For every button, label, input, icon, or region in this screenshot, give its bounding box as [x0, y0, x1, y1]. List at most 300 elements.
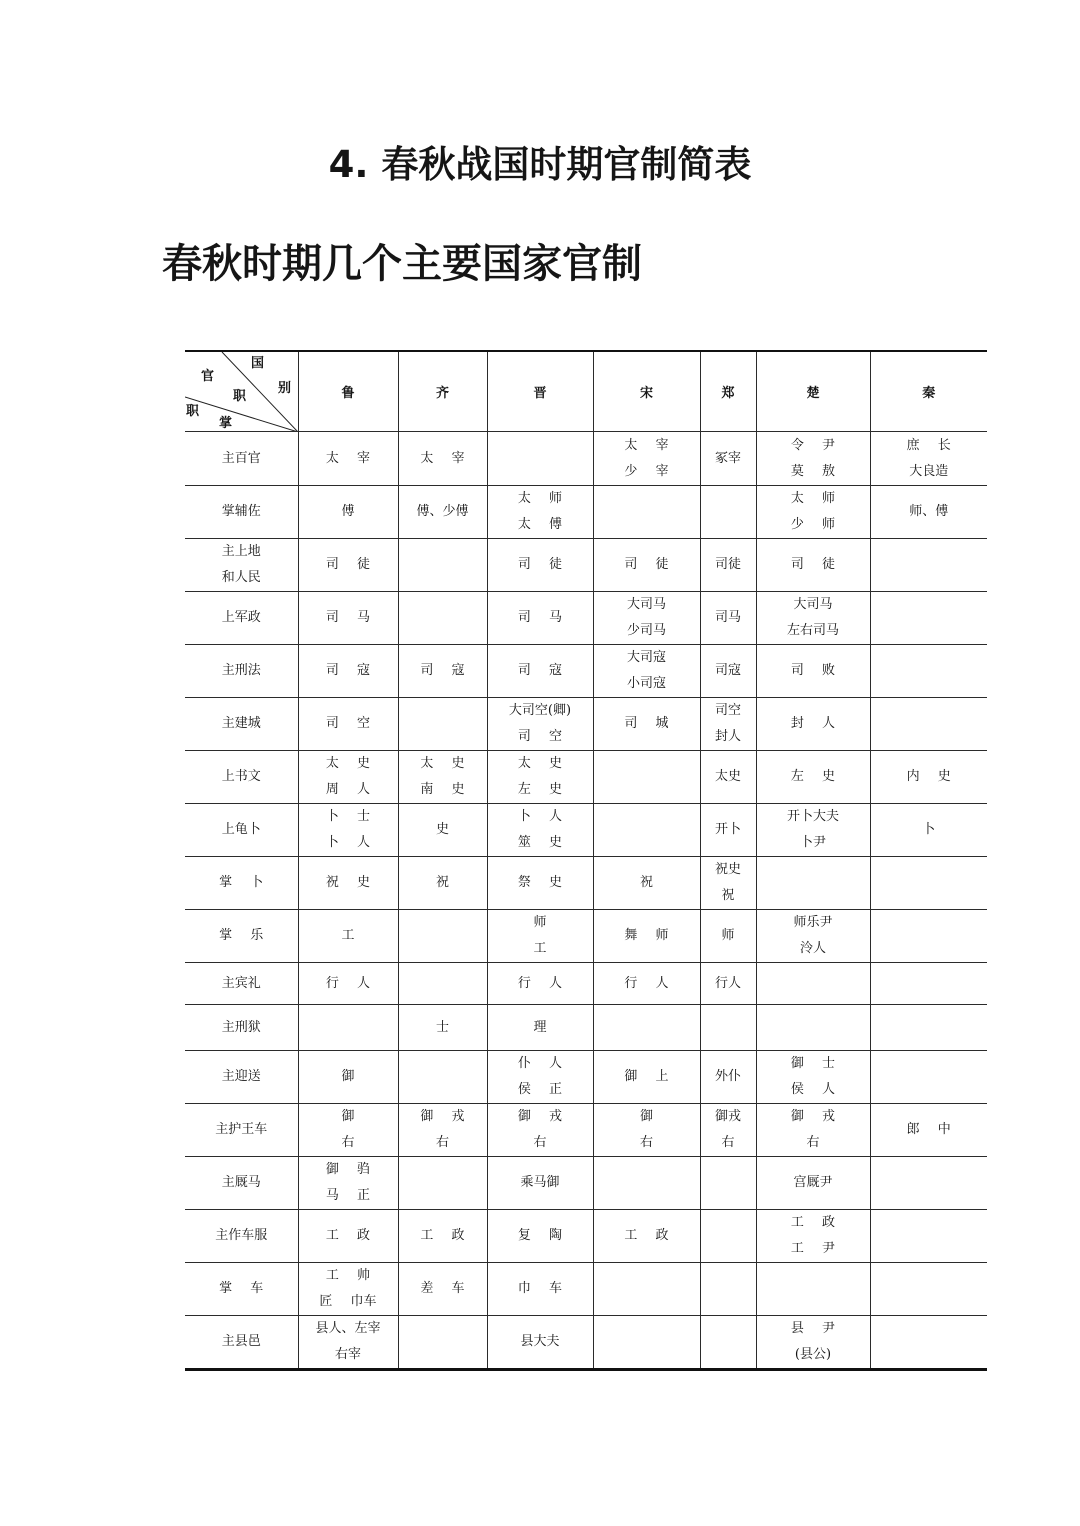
- cell-qin: [870, 432, 987, 486]
- cell-lu: [298, 592, 398, 645]
- cell-line: 御 戎: [790, 1109, 836, 1124]
- cell-qi: [398, 857, 487, 910]
- cell-line: 巾 车: [517, 1281, 563, 1296]
- row-label-line: 和人民: [221, 570, 261, 585]
- row-label-line: 上龟卜: [221, 822, 261, 837]
- cell-qi: [398, 539, 487, 592]
- cell-zheng: [700, 645, 756, 698]
- cell-line: 右: [806, 1135, 820, 1150]
- cell-chu: [756, 645, 870, 698]
- table-row: [185, 1051, 987, 1104]
- cell-line: 左 史: [790, 769, 836, 784]
- cell-qin: [870, 857, 987, 910]
- cell-song: [593, 432, 700, 486]
- cell-line: 司 败: [790, 663, 836, 678]
- cell-lu: [298, 698, 398, 751]
- table-row: [185, 910, 987, 963]
- cell-lu: [298, 432, 398, 486]
- cell-lu: [298, 645, 398, 698]
- cell-line: 司 马: [517, 610, 563, 625]
- cell-zheng: [700, 592, 756, 645]
- cell-zheng: [700, 1210, 756, 1263]
- cell-qin: [870, 539, 987, 592]
- cell-jin: [487, 1157, 593, 1210]
- cell-chu: [756, 1005, 870, 1051]
- cell-line: 司空: [714, 703, 741, 718]
- column-header-qi: 齐: [398, 351, 487, 432]
- cell-song: [593, 857, 700, 910]
- cell-zheng: [700, 432, 756, 486]
- cell-line: 司 寇: [420, 663, 465, 678]
- table-row: [185, 645, 987, 698]
- cell-line: (县公): [794, 1347, 832, 1362]
- table-row: [185, 1316, 987, 1370]
- cell-song: [593, 804, 700, 857]
- cell-line: 莫 敖: [790, 463, 836, 479]
- row-label: [185, 592, 298, 645]
- cell-line: 司徒: [714, 557, 741, 572]
- cell-line: 大司寇: [626, 650, 666, 665]
- table-row: [185, 857, 987, 910]
- cell-jin: [487, 751, 593, 804]
- cell-chu: [756, 1210, 870, 1263]
- cell-chu: [756, 592, 870, 645]
- cell-line: 祝: [721, 888, 735, 903]
- cell-qi: [398, 963, 487, 1005]
- cell-line: 小司寇: [626, 676, 666, 691]
- cell-line: 司 城: [624, 716, 669, 731]
- column-header-zheng: 郑: [700, 351, 756, 432]
- cell-line: 史: [435, 822, 449, 837]
- cell-zheng: [700, 698, 756, 751]
- cell-chu: [756, 1316, 870, 1370]
- cell-line: 工 政: [420, 1228, 465, 1243]
- row-label: [185, 1210, 298, 1263]
- cell-lu: [298, 1051, 398, 1104]
- cell-line: 太史: [714, 769, 741, 784]
- cell-qin: [870, 1210, 987, 1263]
- cell-line: 县人、左宰: [315, 1321, 381, 1336]
- cell-line: 开卜: [714, 822, 741, 837]
- cell-line: 南 史: [420, 782, 465, 797]
- cell-lu: [298, 751, 398, 804]
- cell-lu: [298, 804, 398, 857]
- cell-line: 右: [435, 1135, 449, 1150]
- cell-qi: [398, 592, 487, 645]
- cell-chu: [756, 698, 870, 751]
- corner-guo: 国: [251, 356, 265, 371]
- cell-qin: [870, 486, 987, 539]
- cell-line: 左右司马: [786, 623, 839, 638]
- cell-line: 御 戎: [420, 1109, 465, 1124]
- cell-lu: [298, 963, 398, 1005]
- cell-chu: [756, 751, 870, 804]
- cell-song: [593, 539, 700, 592]
- cell-qin: [870, 963, 987, 1005]
- row-label: [185, 963, 298, 1005]
- cell-qin: [870, 910, 987, 963]
- cell-line: 工 政: [790, 1215, 836, 1230]
- cell-line: 师乐尹: [793, 915, 833, 930]
- cell-chu: [756, 486, 870, 539]
- corner-zhang: 掌: [219, 416, 233, 431]
- cell-line: 御 上: [624, 1069, 669, 1084]
- corner-zhi-mid: 职: [233, 389, 247, 404]
- cell-song: [593, 645, 700, 698]
- cell-line: 工 尹: [790, 1241, 836, 1256]
- cell-line: 行人: [714, 975, 741, 991]
- row-label: [185, 1104, 298, 1157]
- cell-qin: [870, 592, 987, 645]
- cell-line: 师: [533, 915, 547, 930]
- cell-song: [593, 1104, 700, 1157]
- cell-line: 太 宰: [325, 450, 371, 466]
- cell-qi: [398, 910, 487, 963]
- cell-song: [593, 910, 700, 963]
- cell-line: 封人: [714, 729, 741, 744]
- cell-jin: [487, 432, 593, 486]
- cell-qi: [398, 1316, 487, 1370]
- table-row: [185, 804, 987, 857]
- cell-line: 宫厩尹: [793, 1175, 833, 1190]
- row-label: [185, 432, 298, 486]
- cell-line: 马 正: [325, 1188, 371, 1203]
- cell-lu: [298, 1210, 398, 1263]
- cell-line: 御: [639, 1109, 653, 1124]
- cell-lu: [298, 486, 398, 539]
- cell-qi: [398, 1263, 487, 1316]
- cell-chu: [756, 432, 870, 486]
- cell-line: 理: [533, 1019, 547, 1035]
- cell-qin: [870, 1263, 987, 1316]
- cell-line: 太 宰: [420, 450, 465, 466]
- cell-song: [593, 751, 700, 804]
- row-label-line: 主上地: [221, 544, 261, 559]
- row-label: [185, 698, 298, 751]
- cell-lu: [298, 1104, 398, 1157]
- cell-jin: [487, 963, 593, 1005]
- cell-line: 工 帅: [325, 1268, 371, 1283]
- table-row: [185, 1210, 987, 1263]
- cell-line: 太 傅: [517, 517, 563, 532]
- cell-lu: [298, 910, 398, 963]
- row-label-line: 主建城: [221, 716, 261, 731]
- cell-qi: [398, 486, 487, 539]
- cell-line: 冢宰: [714, 450, 741, 466]
- cell-line: 仆 人: [517, 1056, 563, 1071]
- row-label-line: 上书文: [221, 769, 261, 784]
- cell-zheng: [700, 486, 756, 539]
- cell-song: [593, 1316, 700, 1370]
- cell-song: [593, 1005, 700, 1051]
- cell-line: 司 空: [517, 729, 563, 744]
- cell-line: 御 戎: [517, 1109, 563, 1124]
- cell-line: 太 史: [517, 756, 563, 771]
- cell-song: [593, 698, 700, 751]
- cell-line: 右: [639, 1135, 653, 1150]
- cell-chu: [756, 1263, 870, 1316]
- cell-zheng: [700, 1104, 756, 1157]
- cell-qi: [398, 1051, 487, 1104]
- row-label-line: 主宾礼: [221, 975, 261, 991]
- row-label: [185, 857, 298, 910]
- cell-line: 卜 人: [325, 835, 371, 850]
- table-row: [185, 432, 987, 486]
- table-row: [185, 698, 987, 751]
- row-label-line: 主作车服: [215, 1228, 268, 1243]
- cell-jin: [487, 910, 593, 963]
- cell-qin: [870, 751, 987, 804]
- cell-qi: [398, 751, 487, 804]
- cell-line: 工: [341, 928, 355, 943]
- cell-line: 筮 史: [517, 835, 563, 850]
- cell-lu: [298, 1157, 398, 1210]
- cell-zheng: [700, 1316, 756, 1370]
- cell-line: 工 政: [624, 1228, 669, 1243]
- cell-line: 庶 长: [906, 437, 951, 453]
- cell-chu: [756, 857, 870, 910]
- cell-line: 令 尹: [790, 437, 836, 453]
- cell-jin: [487, 804, 593, 857]
- cell-chu: [756, 1051, 870, 1104]
- cell-zheng: [700, 539, 756, 592]
- cell-line: 右宰: [334, 1347, 361, 1362]
- row-label-line: 主厩马: [221, 1175, 261, 1190]
- cell-zheng: [700, 1263, 756, 1316]
- row-label-line: 掌 乐: [219, 928, 264, 943]
- cell-line: 少 师: [790, 517, 836, 532]
- row-label: [185, 1263, 298, 1316]
- cell-line: 御: [341, 1069, 355, 1084]
- cell-jin: [487, 1263, 593, 1316]
- cell-chu: [756, 1104, 870, 1157]
- cell-line: 左 史: [517, 782, 563, 797]
- cell-line: 大司马: [626, 597, 666, 612]
- cell-song: [593, 963, 700, 1005]
- table-row: [185, 592, 987, 645]
- row-label: [185, 804, 298, 857]
- cell-zheng: [700, 751, 756, 804]
- cell-song: [593, 1051, 700, 1104]
- cell-line: 右: [721, 1135, 735, 1150]
- cell-line: 御 驺: [325, 1162, 371, 1177]
- cell-line: 御 士: [790, 1056, 836, 1071]
- table-row: [185, 751, 987, 804]
- cell-line: 卜 人: [517, 809, 563, 824]
- cell-line: 祝: [639, 875, 653, 890]
- cell-line: 祝: [435, 875, 449, 890]
- cell-qi: [398, 698, 487, 751]
- cell-zheng: [700, 804, 756, 857]
- cell-jin: [487, 592, 593, 645]
- corner-guan: 官: [201, 369, 215, 384]
- section-subtitle: 春秋时期几个主要国家官制: [162, 241, 642, 287]
- row-label-line: 主百官: [221, 450, 261, 466]
- row-label: [185, 1157, 298, 1210]
- cell-qin: [870, 698, 987, 751]
- table-row: [185, 486, 987, 539]
- cell-line: 少 宰: [624, 463, 669, 479]
- cell-line: 开卜大夫: [786, 809, 839, 824]
- cell-line: 傅: [341, 504, 355, 519]
- cell-line: 侯 人: [790, 1082, 836, 1097]
- row-label: [185, 645, 298, 698]
- cell-line: 工 政: [325, 1228, 371, 1243]
- cell-line: 差 车: [420, 1281, 465, 1296]
- column-header-chu: 楚: [756, 351, 870, 432]
- row-label-line: 主县邑: [221, 1334, 261, 1349]
- cell-line: 卜 士: [325, 809, 371, 824]
- cell-line: 师: [721, 928, 735, 943]
- row-label-line: 掌 卜: [219, 875, 264, 890]
- row-label-line: 主迎送: [221, 1069, 261, 1084]
- cell-line: 司 徒: [325, 557, 371, 572]
- row-label-line: 上军政: [221, 610, 261, 625]
- cell-song: [593, 1157, 700, 1210]
- corner-header: [185, 351, 298, 432]
- cell-song: [593, 486, 700, 539]
- cell-line: 御戎: [714, 1109, 741, 1124]
- row-label: [185, 539, 298, 592]
- cell-qi: [398, 1210, 487, 1263]
- cell-chu: [756, 804, 870, 857]
- cell-qin: [870, 804, 987, 857]
- cell-line: 侯 正: [517, 1082, 563, 1097]
- cell-line: 郎 中: [906, 1122, 951, 1137]
- cell-line: 大司马: [793, 597, 833, 612]
- cell-qi: [398, 1005, 487, 1051]
- cell-jin: [487, 645, 593, 698]
- cell-qin: [870, 1157, 987, 1210]
- cell-line: 傅、少傅: [416, 504, 469, 519]
- cell-line: 太 师: [790, 491, 836, 506]
- cell-line: 太 师: [517, 491, 563, 506]
- cell-zheng: [700, 963, 756, 1005]
- cell-zheng: [700, 1005, 756, 1051]
- row-label: [185, 751, 298, 804]
- cell-line: 县 尹: [790, 1321, 836, 1336]
- table-row: [185, 963, 987, 1005]
- cell-line: 太 史: [325, 756, 371, 771]
- table-row: [185, 1157, 987, 1210]
- cell-line: 祝 史: [325, 875, 371, 890]
- cell-line: 司 寇: [517, 663, 563, 678]
- cell-line: 祭 史: [517, 875, 563, 890]
- cell-line: 内 史: [906, 769, 951, 784]
- cell-jin: [487, 1210, 593, 1263]
- cell-jin: [487, 698, 593, 751]
- cell-line: 士: [435, 1019, 449, 1035]
- cell-line: 泠人: [799, 941, 826, 956]
- cell-qi: [398, 645, 487, 698]
- cell-line: 外仆: [714, 1069, 741, 1084]
- row-label: [185, 910, 298, 963]
- cell-song: [593, 1263, 700, 1316]
- cell-line: 太 宰: [624, 437, 669, 453]
- cell-qi: [398, 1104, 487, 1157]
- cell-line: 舞 师: [624, 928, 669, 943]
- cell-line: 行 人: [624, 975, 669, 991]
- cell-line: 乘马御: [520, 1175, 560, 1190]
- cell-lu: [298, 857, 398, 910]
- row-label-line: 掌 车: [219, 1281, 264, 1296]
- table-row: [185, 539, 987, 592]
- cell-line: 师、傅: [909, 504, 949, 519]
- officials-table: [185, 350, 987, 1371]
- row-label: [185, 486, 298, 539]
- cell-jin: [487, 1051, 593, 1104]
- cell-line: 太 史: [420, 756, 465, 771]
- column-header-qin: 秦: [870, 351, 987, 432]
- cell-qin: [870, 645, 987, 698]
- cell-line: 祝史: [714, 862, 741, 877]
- cell-line: 司 徒: [624, 557, 669, 572]
- row-label-line: 主刑法: [221, 663, 261, 678]
- cell-line: 右: [533, 1135, 547, 1150]
- cell-jin: [487, 1104, 593, 1157]
- cell-line: 行 人: [325, 975, 371, 991]
- table-row: [185, 1263, 987, 1316]
- cell-zheng: [700, 1051, 756, 1104]
- cell-line: 大司空(卿): [508, 703, 572, 718]
- cell-jin: [487, 1005, 593, 1051]
- cell-qin: [870, 1316, 987, 1370]
- corner-bie: 别: [278, 381, 292, 396]
- cell-line: 大良造: [909, 463, 949, 479]
- cell-zheng: [700, 857, 756, 910]
- cell-qin: [870, 1005, 987, 1051]
- cell-line: 匠 巾车: [319, 1294, 377, 1309]
- cell-lu: [298, 1316, 398, 1370]
- corner-zhi-low: 职: [186, 404, 200, 419]
- cell-line: 工: [533, 941, 547, 956]
- row-label: [185, 1051, 298, 1104]
- cell-chu: [756, 963, 870, 1005]
- cell-line: 卜尹: [799, 835, 826, 850]
- cell-lu: [298, 1005, 398, 1051]
- cell-zheng: [700, 1157, 756, 1210]
- column-header-song: 宋: [593, 351, 700, 432]
- cell-line: 右: [341, 1135, 355, 1150]
- cell-lu: [298, 539, 398, 592]
- cell-qi: [398, 1157, 487, 1210]
- cell-line: 行 人: [517, 975, 563, 991]
- cell-line: 司 寇: [325, 663, 371, 678]
- column-header-jin: 晋: [487, 351, 593, 432]
- page-title: 4. 春秋战国时期官制简表: [328, 143, 752, 186]
- cell-line: 御: [341, 1109, 355, 1124]
- cell-zheng: [700, 910, 756, 963]
- cell-line: 司 徒: [790, 557, 836, 572]
- cell-song: [593, 1210, 700, 1263]
- cell-line: 少司马: [626, 623, 666, 638]
- table-row: [185, 1104, 987, 1157]
- cell-jin: [487, 539, 593, 592]
- row-label-line: 主护王车: [215, 1122, 268, 1137]
- cell-qi: [398, 804, 487, 857]
- cell-line: 卜: [922, 822, 936, 837]
- cell-line: 复 陶: [517, 1228, 563, 1243]
- row-label-line: 掌辅佐: [221, 504, 261, 519]
- cell-line: 司马: [714, 610, 741, 625]
- cell-jin: [487, 857, 593, 910]
- table-row: [185, 1005, 987, 1051]
- cell-line: 司寇: [714, 663, 741, 678]
- row-label-line: 主刑狱: [221, 1019, 261, 1035]
- cell-chu: [756, 910, 870, 963]
- cell-line: 司 空: [325, 716, 371, 731]
- row-label: [185, 1316, 298, 1370]
